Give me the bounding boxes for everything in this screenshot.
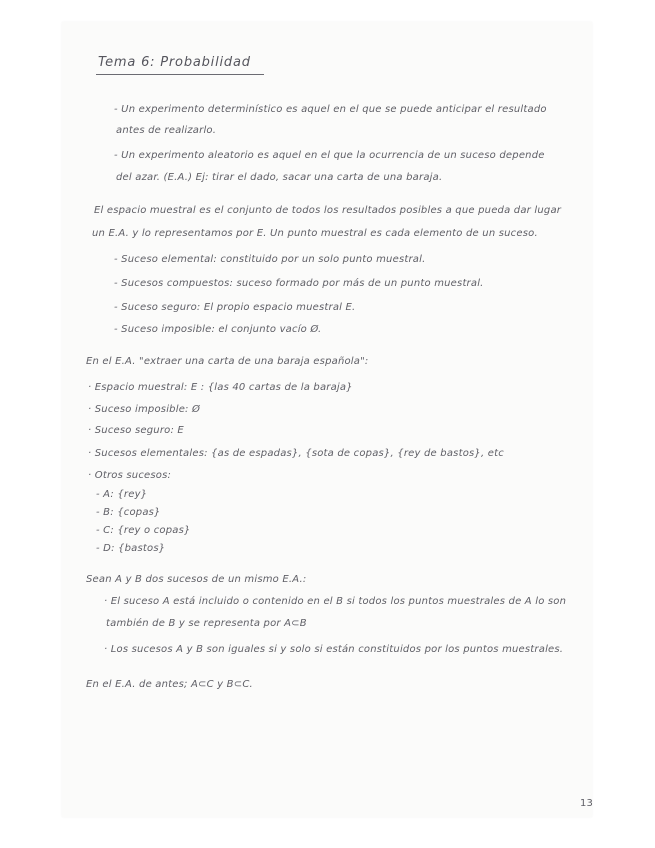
sub-list-item: - B: {copas} <box>96 507 161 518</box>
sub-list-item: - C: {rey o copas} <box>96 525 191 536</box>
list-item: - Suceso seguro: El propio espacio muestral E. <box>114 302 356 313</box>
sub-list-item: - A: {rey} <box>96 489 148 500</box>
text-line: Sean A y B dos sucesos de un mismo E.A.: <box>86 574 307 585</box>
sub-list-item: - D: {bastos} <box>96 543 166 554</box>
text-line: también de B y se representa por A⊂B <box>106 618 307 629</box>
notebook-page <box>62 22 592 817</box>
list-item: - Sucesos compuestos: suceso formado por más de un punto muestral. <box>114 278 484 289</box>
text-line: En el E.A. de antes; A⊂C y B⊂C. <box>86 679 253 690</box>
text-line: En el E.A. "extraer una carta de una baraja española": <box>86 356 369 367</box>
text-line: del azar. (E.A.) Ej: tirar el dado, sacar una carta de una baraja. <box>116 172 443 183</box>
list-item: - Suceso imposible: el conjunto vacío Ø. <box>114 324 322 335</box>
list-item: · Los sucesos A y B son iguales si y solo si están constituidos por los puntos muestrales. <box>104 644 564 655</box>
page-number: 13 <box>580 798 594 809</box>
page-title: Tema 6: Probabilidad <box>98 55 251 70</box>
text-line: un E.A. y lo representamos por E. Un punto muestral es cada elemento de un suceso. <box>92 228 538 239</box>
text-line: antes de realizarlo. <box>116 125 217 136</box>
list-item: · Sucesos elementales: {as de espadas}, {sota de copas}, {rey de bastos}, etc <box>88 448 504 459</box>
text-line: - Un experimento aleatorio es aquel en el que la ocurrencia de un suceso depende <box>114 150 545 161</box>
list-item: - Suceso elemental: constituido por un solo punto muestral. <box>114 254 426 265</box>
list-item: · El suceso A está incluido o contenido en el B si todos los puntos muestrales de A lo son <box>104 596 567 607</box>
list-item: · Espacio muestral: E : {las 40 cartas de la baraja} <box>88 382 353 393</box>
list-item: · Suceso seguro: E <box>88 425 184 436</box>
text-line: El espacio muestral es el conjunto de todos los resultados posibles a que pueda dar lugar <box>94 205 562 216</box>
list-item: · Otros sucesos: <box>88 470 172 481</box>
list-item: · Suceso imposible: Ø <box>88 404 201 415</box>
text-line: - Un experimento determinístico es aquel en el que se puede anticipar el resultado <box>114 104 547 115</box>
title-underline <box>96 74 264 75</box>
